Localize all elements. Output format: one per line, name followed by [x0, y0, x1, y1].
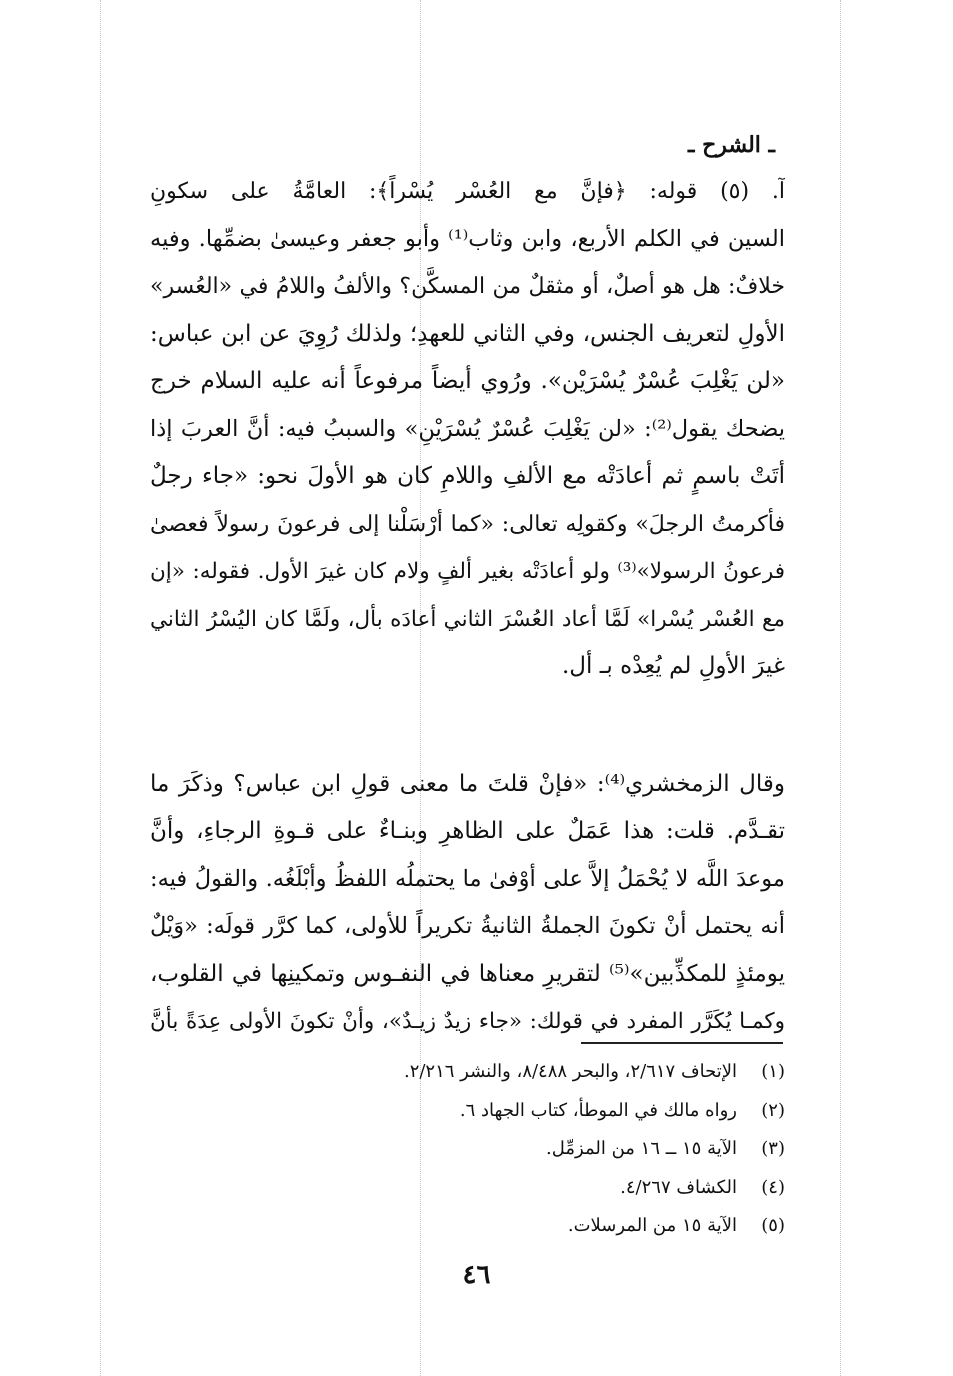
- running-head: ـ الشرح ـ: [688, 132, 775, 158]
- footnote: [265, 1053, 785, 1092]
- text-line: موعدَ اللَّه لا يُحْمَلُ إلاَّ على أوْفىٰ ما يحتملُه اللفظُ وأبْلَغُه. والقولُ فيه:: [150, 865, 785, 892]
- footnote-text: الآية ١٥ ــ ١٦ من المزمِّل.: [546, 1138, 737, 1159]
- text-line: الأولِ لتعريف الجنس، وفي الثاني للعهدِ؛ ولذلك رُوِيَ عن ابن عباس:: [150, 320, 785, 347]
- main-text: [150, 168, 785, 1046]
- page-number: ٤٦: [462, 1260, 491, 1290]
- footnote-number: (٢): [761, 1099, 785, 1121]
- footnote: [265, 1092, 785, 1131]
- footnote-text: الإتحاف ٢/٦١٧، والبحر ٨/٤٨٨، والنشر ٢/٢١٦.: [403, 1061, 737, 1082]
- gutter-dotted-line: [100, 0, 101, 1376]
- footnote-text: الكشاف ٤/٢٦٧.: [620, 1176, 737, 1198]
- footnote-number: (٣): [761, 1138, 785, 1159]
- footnote: [265, 1130, 785, 1169]
- text-line: فأكرمتُ الرجلَ» وكقولِه تعالى: «كما أرْسَلْنا إلى فرعونَ رسولاً فعصىٰ: [150, 511, 785, 537]
- text-line: يضحك يقول⁽²⁾: «لن يَغْلِبَ عُسْرٌ يُسْرَيْنِ» والسببُ فيه: أنَّ العربَ إذا: [150, 415, 785, 442]
- text-line: خلافٌ: هل هو أصلٌ، أو مثقلٌ من المسكَّن؟ والألفُ واللامُ في «العُسر»: [150, 274, 785, 299]
- footnote-divider: [581, 1042, 783, 1044]
- text-line: آ. (٥) قوله: ﴿فإنَّ مع العُسْر يُسْراً﴾: العامَّةُ على سكونِ: [150, 179, 785, 204]
- text-line: أتَتْ باسمٍ ثم أعادَتْه مع الألفِ واللامِ كان هو الأولَ نحو: «جاء رجلٌ: [150, 463, 785, 489]
- paragraph-gap: [150, 691, 785, 761]
- text-line: وكمـا يُكَرَّر المفرد في قولك: «جاء زيدٌ زيـدٌ»، وأنْ تكونَ الأولى عِدَةً بأنَّ: [150, 1009, 785, 1034]
- text-line: فرعونُ الرسولا»⁽³⁾ ولو أعادَتْه بغير ألفٍ ولام كان غيرَ الأول. فقوله: «إن: [150, 559, 785, 584]
- text-line: وقال الزمخشري⁽⁴⁾: «فإنْ قلتَ ما معنى قولِ ابن عباس؟ وذكَرَ ما: [150, 770, 785, 797]
- footnote-number: (١): [761, 1061, 785, 1082]
- text-line: مع العُسْر يُسْرا» لَمَّا أعاد العُسْرَ الثاني أعادَه بأل، ولَمَّا كان اليُسْرُ الثاني: [150, 606, 785, 632]
- footnote-text: رواه مالك في الموطأ، كتاب الجهاد ٦.: [459, 1099, 737, 1121]
- footnote-number: (٤): [761, 1176, 785, 1198]
- text-line: أنه يحتمل أنْ تكونَ الجملةُ الثانيةُ تكريراً للأولى، كما كرَّر قولَه: «وَيْلٌ: [150, 913, 785, 939]
- footnote: [265, 1207, 785, 1246]
- text-line: السين في الكلم الأربع، وابن وثاب⁽¹⁾ وأبو جعفر وعيسىٰ بضمِّها. وفيه: [150, 225, 785, 252]
- footnote-text: الآية ١٥ من المرسلات.: [567, 1215, 737, 1236]
- text-line: يومئذٍ للمكذِّبين»⁽⁵⁾ لتقريرِ معناها في النفـوس وتمكينِها في القلوب،: [150, 960, 785, 987]
- footnotes: [265, 1053, 785, 1246]
- margin-dotted-line: [840, 0, 841, 1376]
- text-line: غيرَ الأولِ لم يُعِدْه بـ أل.: [561, 653, 785, 679]
- footnote: [265, 1169, 785, 1208]
- text-line: تقـدَّم. قلت: هذا عَمَلٌ على الظاهرِ وبنـاءٌ على قـوةِ الرجاءِ، وأنَّ: [150, 818, 785, 844]
- text-line: «لن يَغْلِبَ عُسْرٌ يُسْرَيْن». ورُوي أيضاً مرفوعاً أنه عليه السلام خرج: [150, 368, 785, 394]
- footnote-number: (٥): [761, 1215, 785, 1236]
